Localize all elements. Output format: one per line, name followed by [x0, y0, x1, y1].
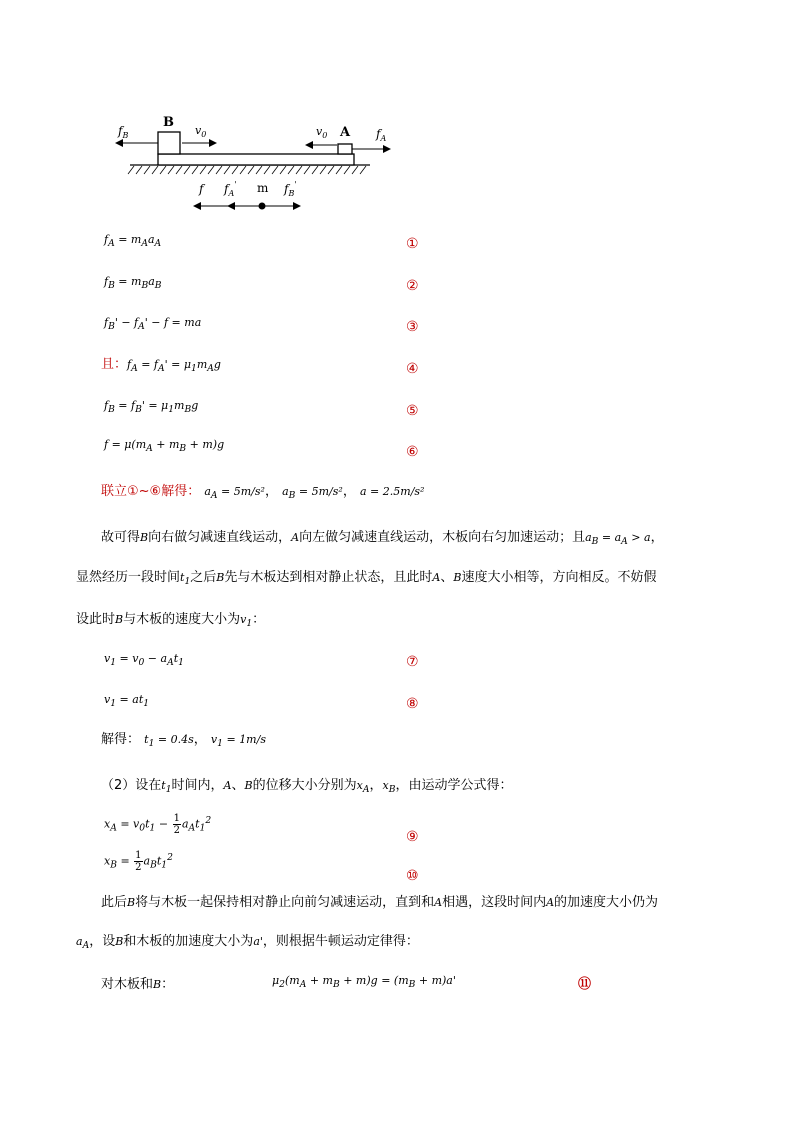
- eq-6: $f = \mu(m_A + m_B + m)g$: [104, 438, 225, 455]
- para1-line1: 故可得B向右做匀减速直线运动，A向左做匀减速直线运动，木板向右匀加速运动；且$a_B = a_A > a$，: [101, 530, 664, 548]
- label-b: B: [163, 115, 174, 130]
- para2-l2b: 和木板的加速度大小为: [123, 934, 254, 949]
- para2-l1d: 的加速度大小仍为: [554, 895, 659, 910]
- para1-l1b: 向右做匀减速直线运动，: [148, 530, 292, 545]
- part2-f: ，由运动学公式得：: [395, 778, 513, 793]
- label-v0-a: $v_0$: [316, 125, 328, 140]
- eq-9-number: ⑨: [406, 829, 419, 845]
- para1-l3a: 设此时: [76, 612, 116, 627]
- label-fb: $f_B$: [118, 124, 129, 140]
- eq-4-number: ④: [406, 361, 419, 377]
- para1-l3c: ：: [252, 612, 266, 627]
- part2-c: 、: [231, 778, 245, 793]
- ground-hatching: [128, 166, 366, 174]
- block-b: [158, 132, 180, 154]
- para1-l1e: ，: [650, 530, 664, 545]
- solve2-line: [101, 732, 266, 752]
- para1-line3: 设此时B与木板的速度大小为$v_1$：: [76, 612, 266, 630]
- para1-l2a: 显然经历一段时间: [76, 570, 181, 585]
- label-board-m: m: [257, 181, 269, 195]
- para2-l1c: 相遇，这段时间内: [442, 895, 547, 910]
- solve1-line: [101, 484, 424, 504]
- eq-8: $v_1 = at_1$: [104, 693, 150, 710]
- part2-a: （2）设在: [101, 778, 162, 793]
- part2-e: ，: [369, 778, 383, 793]
- part2-line: （2）设在$t_1$时间内，A、B的位移大小分别为$x_A$，$x_B$，由运动学公式得：: [101, 778, 513, 796]
- para2-line1: 此后B将与木板一起保持相对静止向前匀减速运动，直到和A相遇，这段时间内A的加速度大小仍为: [101, 895, 659, 910]
- para2-line2: $a_A$，设B和木板的加速度大小为a'，则根据牛顿运动定律得：: [76, 934, 419, 952]
- eq-11: $\mu_2(m_A + m_B + m)g = (m_B + m)a'$: [272, 974, 456, 991]
- eq-5: $f_B = f_B' = \mu_1m_Bg$: [104, 399, 199, 416]
- para1-l2d: 、: [440, 570, 454, 585]
- last-label-line: 对木板和B：: [101, 977, 175, 992]
- part2-b: 时间内，: [171, 778, 224, 793]
- eq-7-number: ⑦: [406, 654, 419, 670]
- solve1-result-a: a = 2.5m/s²: [359, 485, 425, 498]
- last-label: 对木板和: [101, 977, 154, 992]
- board: [158, 154, 354, 165]
- para1-l1c: 向左做匀减速直线运动，木板向右匀加速运动；且: [299, 530, 586, 545]
- eq-2-number: ②: [406, 278, 419, 294]
- eq-5-number: ⑤: [406, 403, 419, 419]
- para1-l2c: 先与木板达到相对静止状态，且此时: [224, 570, 433, 585]
- label-board-fb: $f_B'$: [284, 180, 297, 198]
- solve2-label: 解得：: [101, 732, 141, 747]
- para2-l2c: ，则根据牛顿运动定律得：: [262, 934, 419, 949]
- eq-7: $v_1 = v_0 - a_At_1$: [104, 652, 184, 669]
- para2-l1b: 将与木板一起保持相对静止向前匀减速运动，直到和: [135, 895, 435, 910]
- part2-d: 的位移大小分别为: [252, 778, 357, 793]
- eq-1: $f_A = m_Aa_A$: [104, 233, 162, 250]
- para1-l2b: 之后: [190, 570, 217, 585]
- solve1-result-aA: $a_A = 5m/s^2$: [204, 485, 265, 502]
- label-board-f: f: [199, 182, 204, 196]
- eq-9: $x_A = v_0t_1$ − $\frac{1}{2}$ $a_At_1^2$: [104, 813, 212, 836]
- eq-6-number: ⑥: [406, 444, 419, 460]
- solve2-result-v1: $v_1 = 1m/s$: [210, 733, 266, 750]
- eq-1-number: ①: [406, 236, 419, 252]
- label-v0-b: $v_0$: [195, 124, 207, 139]
- eq-4: 且：$f_A = f_A' = \mu_1m_Ag$: [101, 357, 221, 375]
- eq-4-prefix: 且：: [101, 357, 128, 372]
- solve2-result-t1: $t_1 = 0.4s$: [144, 733, 194, 750]
- eq-2: $f_B = m_Ba_B$: [104, 275, 162, 292]
- solve2-sep: ，: [193, 732, 207, 747]
- solve1-sep1: ，: [264, 484, 278, 499]
- para1-line2: 显然经历一段时间$t_1$之后B先与木板达到相对静止状态，且此时A、B速度大小相等，方向相反。不妨假: [76, 570, 657, 588]
- last-colon: ：: [161, 977, 175, 992]
- solve1-result-aB: $a_B = 5m/s^2$: [282, 485, 343, 502]
- para1-l3b: 与木板的速度大小为: [123, 612, 241, 627]
- eq-8-number: ⑧: [406, 696, 419, 712]
- eq-3-number: ③: [406, 319, 419, 335]
- para1-l2e: 速度大小相等，方向相反。不妨假: [461, 570, 657, 585]
- solve1-sep2: ，: [342, 484, 356, 499]
- eq-11-number: ⑪: [578, 977, 592, 992]
- eq-10-number: ⑩: [406, 868, 419, 884]
- eq-10: $x_B$ = $\frac{1}{2}$ $a_Bt_1^2$: [104, 850, 173, 873]
- force-diagram: [100, 108, 400, 218]
- label-a: A: [340, 125, 351, 140]
- label-board-fa: $f_A'$: [224, 180, 237, 198]
- board-mass-dot: [259, 203, 266, 210]
- para2-l2a: ，设: [89, 934, 116, 949]
- solve1-label: 联立①~⑥解得：: [101, 484, 201, 499]
- eq-3: $f_B' - f_A' - f$ = ma: [104, 316, 202, 333]
- para2-l1a: 此后: [101, 895, 128, 910]
- label-fa: $f_A$: [376, 127, 387, 143]
- block-a: [338, 144, 352, 154]
- para1-l1a: 故可得: [101, 530, 141, 545]
